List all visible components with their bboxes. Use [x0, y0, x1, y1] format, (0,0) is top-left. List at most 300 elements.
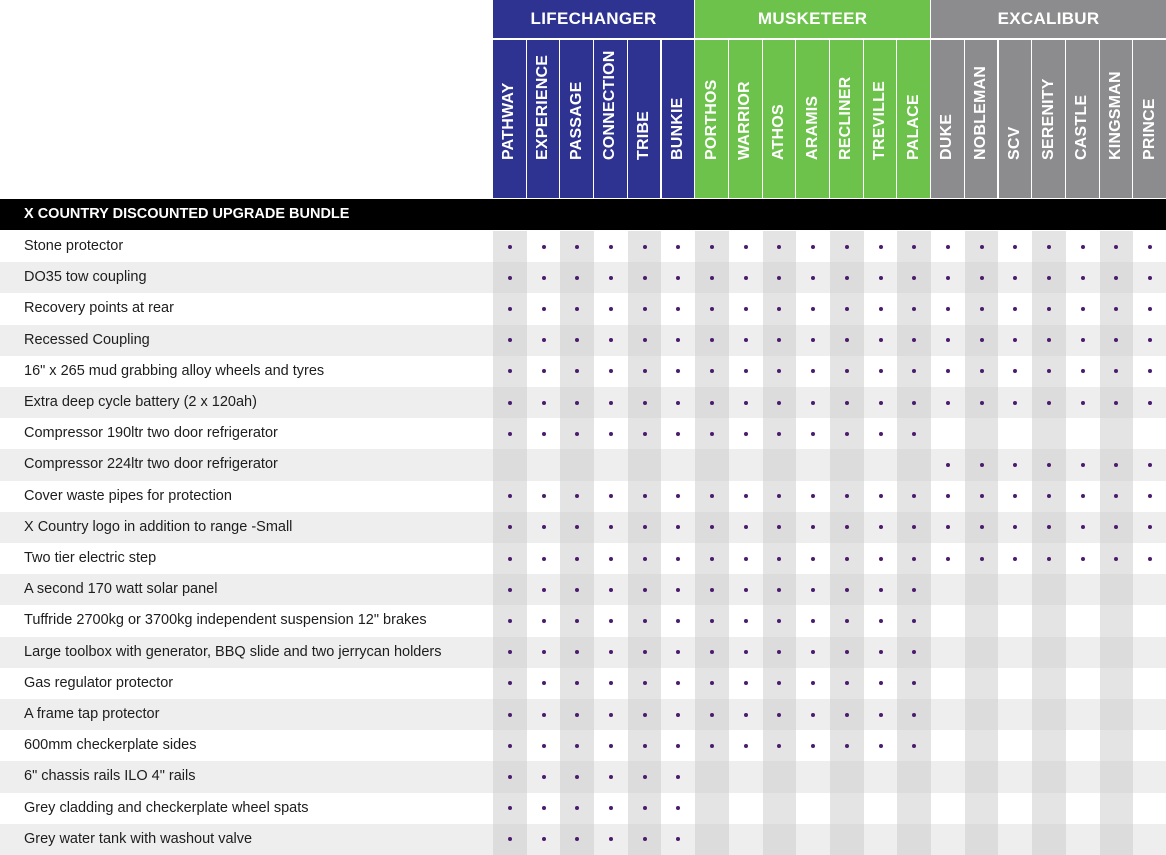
- availability-cell: [493, 262, 527, 293]
- model-header-aramis: [796, 40, 829, 198]
- availability-cell: [695, 605, 729, 636]
- model-header-passage: [560, 40, 593, 198]
- availability-cell: [965, 512, 999, 543]
- availability-cell: [628, 824, 662, 855]
- availability-cell: [830, 605, 864, 636]
- availability-cell: [830, 543, 864, 574]
- availability-dot: [980, 525, 984, 529]
- availability-dot: [811, 650, 815, 654]
- feature-row: [0, 699, 1166, 730]
- availability-cell: [830, 387, 864, 418]
- availability-dot: [575, 806, 579, 810]
- availability-cell: [594, 418, 628, 449]
- availability-cell: [999, 730, 1033, 761]
- feature-label-cell: [0, 512, 492, 543]
- availability-dot: [710, 307, 714, 311]
- availability-cell: [796, 481, 830, 512]
- availability-dot: [1081, 525, 1085, 529]
- availability-cell: [1133, 668, 1166, 699]
- availability-cell: [864, 293, 898, 324]
- availability-cell: [560, 356, 594, 387]
- feature-label: Extra deep cycle battery (2 x 120ah): [24, 394, 257, 410]
- availability-cell: [796, 262, 830, 293]
- section-title: X COUNTRY DISCOUNTED UPGRADE BUNDLE: [24, 206, 350, 222]
- availability-cell: [1066, 637, 1100, 668]
- availability-cell: [965, 699, 999, 730]
- feature-row: [0, 668, 1166, 699]
- availability-cell: [931, 699, 965, 730]
- availability-dot: [508, 775, 512, 779]
- availability-dot: [508, 494, 512, 498]
- feature-row: [0, 574, 1166, 605]
- availability-dot: [845, 713, 849, 717]
- availability-dot: [1114, 245, 1118, 249]
- availability-dot: [777, 494, 781, 498]
- availability-dot: [542, 806, 546, 810]
- availability-cell: [1133, 325, 1166, 356]
- availability-dot: [676, 557, 680, 561]
- availability-cell: [763, 325, 797, 356]
- feature-row: [0, 605, 1166, 636]
- availability-dot: [912, 525, 916, 529]
- availability-cell: [830, 481, 864, 512]
- availability-dot: [946, 245, 950, 249]
- availability-dot: [811, 245, 815, 249]
- availability-cell: [1066, 574, 1100, 605]
- availability-cell: [662, 637, 696, 668]
- availability-cell: [763, 512, 797, 543]
- availability-dot: [710, 276, 714, 280]
- availability-dot: [980, 557, 984, 561]
- availability-dot: [777, 650, 781, 654]
- availability-cell: [493, 605, 527, 636]
- availability-dot: [609, 619, 613, 623]
- availability-dot: [811, 557, 815, 561]
- availability-cell: [527, 605, 561, 636]
- availability-cell: [1032, 481, 1066, 512]
- availability-cell: [931, 231, 965, 262]
- availability-cell: [527, 325, 561, 356]
- availability-cell: [796, 356, 830, 387]
- feature-label-cell: [0, 543, 492, 574]
- feature-row: [0, 387, 1166, 418]
- availability-cell: [830, 418, 864, 449]
- feature-row: [0, 231, 1166, 262]
- availability-dot: [643, 276, 647, 280]
- availability-cell: [594, 824, 628, 855]
- feature-row: [0, 543, 1166, 574]
- availability-dot: [676, 494, 680, 498]
- availability-cell: [1066, 418, 1100, 449]
- availability-cell: [1100, 481, 1134, 512]
- availability-cell: [965, 387, 999, 418]
- availability-cell: [560, 668, 594, 699]
- availability-cell: [931, 262, 965, 293]
- model-name: SCV: [1005, 126, 1023, 160]
- availability-cell: [1100, 325, 1134, 356]
- availability-cell: [763, 387, 797, 418]
- availability-dot: [710, 369, 714, 373]
- availability-dot: [879, 650, 883, 654]
- availability-cell: [1032, 449, 1066, 480]
- availability-dot: [710, 557, 714, 561]
- availability-cell: [830, 761, 864, 792]
- availability-cell: [628, 449, 662, 480]
- feature-label-cell: [0, 793, 492, 824]
- availability-cell: [931, 387, 965, 418]
- availability-dot: [542, 775, 546, 779]
- availability-dot: [542, 276, 546, 280]
- availability-dot: [845, 525, 849, 529]
- availability-cell: [560, 793, 594, 824]
- availability-dot: [980, 494, 984, 498]
- availability-dot: [912, 401, 916, 405]
- availability-dot: [676, 245, 680, 249]
- availability-dot: [676, 681, 680, 685]
- availability-cell: [763, 543, 797, 574]
- feature-label: Large toolbox with generator, BBQ slide and two jerrycan holders: [24, 643, 442, 660]
- availability-cell: [560, 293, 594, 324]
- availability-cell: [1032, 605, 1066, 636]
- availability-cell: [594, 293, 628, 324]
- availability-dot: [575, 369, 579, 373]
- availability-cell: [695, 543, 729, 574]
- model-name: ARAMIS: [803, 95, 821, 160]
- availability-dot: [1047, 525, 1051, 529]
- availability-cell: [594, 231, 628, 262]
- availability-dot: [1081, 494, 1085, 498]
- availability-dot: [1047, 369, 1051, 373]
- availability-dot: [609, 525, 613, 529]
- availability-dot: [575, 588, 579, 592]
- availability-cell: [1066, 231, 1100, 262]
- availability-cell: [999, 387, 1033, 418]
- availability-dot: [542, 713, 546, 717]
- availability-dot: [1114, 369, 1118, 373]
- availability-cell: [1133, 293, 1166, 324]
- availability-cell: [493, 418, 527, 449]
- availability-cell: [493, 481, 527, 512]
- availability-cell: [897, 325, 931, 356]
- availability-cell: [1066, 730, 1100, 761]
- availability-cell: [830, 668, 864, 699]
- availability-dot: [1013, 307, 1017, 311]
- availability-dot: [777, 525, 781, 529]
- availability-cell: [965, 293, 999, 324]
- feature-label-cell: [0, 356, 492, 387]
- availability-cell: [864, 793, 898, 824]
- availability-cell: [662, 262, 696, 293]
- availability-cell: [763, 637, 797, 668]
- availability-dot: [1081, 307, 1085, 311]
- availability-dot: [508, 650, 512, 654]
- feature-label: Gas regulator protector: [24, 674, 174, 691]
- availability-cell: [527, 387, 561, 418]
- feature-label-cell: [0, 730, 492, 761]
- availability-dot: [1148, 276, 1152, 280]
- availability-cell: [763, 574, 797, 605]
- availability-cell: [493, 574, 527, 605]
- availability-cell: [830, 637, 864, 668]
- section-header-band: [0, 199, 1166, 230]
- model-header-warrior: [729, 40, 762, 198]
- availability-cell: [594, 325, 628, 356]
- availability-dot: [946, 525, 950, 529]
- availability-dot: [609, 837, 613, 841]
- availability-dot: [1148, 557, 1152, 561]
- availability-cell: [662, 668, 696, 699]
- availability-dot: [609, 775, 613, 779]
- availability-dot: [980, 338, 984, 342]
- model-name: NOBLEMAN: [972, 65, 990, 160]
- availability-dot: [744, 557, 748, 561]
- availability-dot: [845, 494, 849, 498]
- availability-cell: [628, 543, 662, 574]
- availability-dot: [946, 557, 950, 561]
- availability-dot: [508, 588, 512, 592]
- model-header-bunkie: [662, 40, 695, 198]
- availability-dot: [508, 713, 512, 717]
- availability-cell: [796, 231, 830, 262]
- availability-cell: [493, 512, 527, 543]
- model-header-castle: [1066, 40, 1099, 198]
- availability-dot: [643, 525, 647, 529]
- model-name: KINGSMAN: [1106, 71, 1124, 160]
- availability-dot: [811, 588, 815, 592]
- availability-cell: [594, 543, 628, 574]
- availability-dot: [676, 775, 680, 779]
- availability-dot: [1047, 276, 1051, 280]
- availability-cell: [897, 668, 931, 699]
- availability-cell: [560, 574, 594, 605]
- availability-dot: [777, 307, 781, 311]
- feature-label: A frame tap protector: [24, 706, 160, 722]
- availability-dot: [710, 650, 714, 654]
- availability-dot: [811, 401, 815, 405]
- availability-dot: [980, 276, 984, 280]
- availability-cell: [695, 293, 729, 324]
- availability-dot: [912, 369, 916, 373]
- availability-cell: [965, 637, 999, 668]
- availability-cell: [527, 418, 561, 449]
- availability-dot: [676, 338, 680, 342]
- availability-cell: [999, 824, 1033, 855]
- availability-dot: [1114, 307, 1118, 311]
- availability-cell: [1100, 668, 1134, 699]
- availability-dot: [744, 681, 748, 685]
- availability-dot: [1114, 276, 1118, 280]
- availability-cell: [560, 512, 594, 543]
- availability-cell: [1032, 325, 1066, 356]
- availability-cell: [999, 761, 1033, 792]
- availability-dot: [609, 401, 613, 405]
- availability-dot: [643, 806, 647, 810]
- availability-dot: [744, 338, 748, 342]
- availability-cell: [594, 730, 628, 761]
- availability-cell: [931, 449, 965, 480]
- availability-cell: [864, 761, 898, 792]
- availability-dot: [643, 713, 647, 717]
- availability-cell: [594, 605, 628, 636]
- availability-cell: [1032, 793, 1066, 824]
- availability-dot: [542, 744, 546, 748]
- availability-cell: [1066, 356, 1100, 387]
- availability-cell: [1066, 481, 1100, 512]
- availability-cell: [628, 262, 662, 293]
- availability-dot: [643, 307, 647, 311]
- availability-cell: [1032, 699, 1066, 730]
- availability-cell: [763, 730, 797, 761]
- availability-cell: [662, 512, 696, 543]
- feature-label: Compressor 190ltr two door refrigerator: [24, 425, 278, 442]
- availability-dot: [609, 276, 613, 280]
- availability-cell: [1100, 793, 1134, 824]
- availability-cell: [1066, 293, 1100, 324]
- availability-cell: [729, 262, 763, 293]
- model-name: TREVILLE: [871, 81, 889, 160]
- availability-cell: [1032, 293, 1066, 324]
- availability-cell: [493, 824, 527, 855]
- availability-cell: [662, 418, 696, 449]
- availability-cell: [897, 262, 931, 293]
- availability-dot: [912, 588, 916, 592]
- availability-cell: [897, 293, 931, 324]
- availability-cell: [864, 605, 898, 636]
- feature-row: [0, 793, 1166, 824]
- availability-cell: [965, 730, 999, 761]
- availability-cell: [796, 418, 830, 449]
- availability-cell: [1032, 231, 1066, 262]
- availability-dot: [575, 713, 579, 717]
- availability-cell: [1032, 730, 1066, 761]
- availability-cell: [527, 481, 561, 512]
- availability-dot: [609, 744, 613, 748]
- feature-label: Recessed Coupling: [24, 331, 150, 348]
- model-name: TRIBE: [635, 111, 653, 160]
- availability-cell: [594, 387, 628, 418]
- availability-dot: [845, 307, 849, 311]
- availability-cell: [527, 449, 561, 480]
- availability-dot: [845, 369, 849, 373]
- feature-label: X Country logo in addition to range -Small: [24, 518, 293, 535]
- availability-cell: [1133, 481, 1166, 512]
- availability-cell: [1133, 730, 1166, 761]
- availability-dot: [542, 307, 546, 311]
- availability-dot: [542, 432, 546, 436]
- availability-dot: [777, 432, 781, 436]
- availability-dot: [609, 681, 613, 685]
- availability-cell: [796, 637, 830, 668]
- availability-cell: [493, 231, 527, 262]
- availability-cell: [695, 418, 729, 449]
- availability-cell: [897, 481, 931, 512]
- availability-cell: [527, 262, 561, 293]
- availability-cell: [695, 574, 729, 605]
- availability-cell: [1133, 699, 1166, 730]
- availability-cell: [999, 793, 1033, 824]
- availability-dot: [980, 401, 984, 405]
- availability-cell: [493, 761, 527, 792]
- availability-dot: [879, 432, 883, 436]
- availability-cell: [493, 325, 527, 356]
- availability-cell: [527, 699, 561, 730]
- model-name: CONNECTION: [601, 50, 619, 160]
- availability-cell: [965, 262, 999, 293]
- availability-cell: [1100, 637, 1134, 668]
- availability-dot: [1013, 463, 1017, 467]
- availability-cell: [560, 824, 594, 855]
- availability-cell: [662, 605, 696, 636]
- availability-dot: [811, 432, 815, 436]
- availability-dot: [912, 432, 916, 436]
- availability-cell: [763, 605, 797, 636]
- availability-dot: [777, 713, 781, 717]
- feature-label: 16" x 265 mud grabbing alloy wheels and tyres: [24, 362, 325, 379]
- availability-cell: [628, 325, 662, 356]
- availability-dot: [845, 588, 849, 592]
- feature-row: [0, 449, 1166, 480]
- availability-dot: [912, 713, 916, 717]
- availability-cell: [999, 699, 1033, 730]
- availability-cell: [729, 449, 763, 480]
- availability-cell: [796, 512, 830, 543]
- availability-cell: [628, 512, 662, 543]
- availability-cell: [1032, 262, 1066, 293]
- availability-cell: [931, 730, 965, 761]
- availability-cell: [763, 481, 797, 512]
- availability-cell: [796, 605, 830, 636]
- group-header-excalibur: EXCALIBUR: [931, 0, 1166, 38]
- feature-label: Cover waste pipes for protection: [24, 487, 232, 504]
- availability-dot: [946, 369, 950, 373]
- availability-dot: [710, 432, 714, 436]
- availability-dot: [1081, 401, 1085, 405]
- availability-dot: [912, 307, 916, 311]
- availability-dot: [1114, 557, 1118, 561]
- availability-dot: [575, 744, 579, 748]
- availability-dot: [879, 525, 883, 529]
- availability-cell: [931, 793, 965, 824]
- availability-cell: [628, 418, 662, 449]
- availability-cell: [1100, 418, 1134, 449]
- availability-cell: [864, 543, 898, 574]
- availability-cell: [897, 793, 931, 824]
- availability-dot: [643, 650, 647, 654]
- availability-cell: [999, 512, 1033, 543]
- availability-dot: [744, 276, 748, 280]
- model-header-recliner: [830, 40, 863, 198]
- feature-label: Recovery points at rear: [24, 300, 174, 317]
- availability-cell: [1066, 449, 1100, 480]
- availability-cell: [729, 637, 763, 668]
- availability-dot: [744, 588, 748, 592]
- availability-cell: [830, 325, 864, 356]
- availability-cell: [830, 730, 864, 761]
- availability-cell: [628, 605, 662, 636]
- availability-dot: [575, 650, 579, 654]
- availability-dot: [575, 619, 579, 623]
- availability-dot: [676, 307, 680, 311]
- availability-cell: [864, 418, 898, 449]
- availability-cell: [628, 356, 662, 387]
- availability-cell: [1032, 418, 1066, 449]
- availability-cell: [695, 793, 729, 824]
- availability-cell: [493, 449, 527, 480]
- availability-dot: [845, 245, 849, 249]
- availability-dot: [508, 369, 512, 373]
- availability-dot: [710, 338, 714, 342]
- availability-dot: [676, 806, 680, 810]
